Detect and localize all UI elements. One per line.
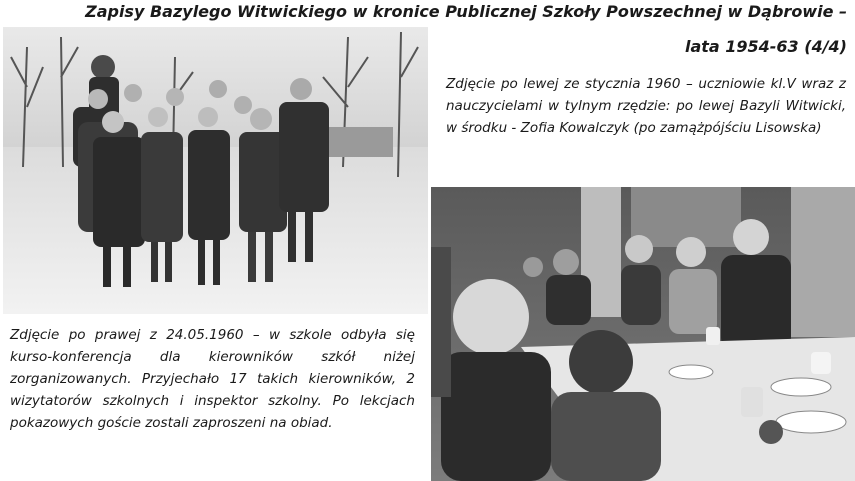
page-title-line-1: Zapisy Bazylego Witwickiego w kronice Publicznej Szkoły Powszechnej w Dąbrowie – <box>85 2 847 21</box>
class-winter-photo <box>3 27 428 314</box>
caption-right-photo: Zdjęcie po prawej z 24.05.1960 – w szkole odbyła się kurso-konferencja dla kierowników szkół niżej zorganizowanych. Przyjechało 17 takich kierowników, 2 wizytatorów szkolnych i inspektor szkolny. Po lekcjach pokazowych goście zostali zaproszeni na obiad. <box>10 327 415 431</box>
conference-dinner-photo <box>431 187 855 481</box>
caption-left-photo: Zdjęcie po lewej ze stycznia 1960 – uczniowie kl.V wraz z nauczycielami w tylnym rzędzie: po lewej Bazyli Witwicki, w środku - Zofia Kowalczyk (po zamążpójściu Lisowska) <box>446 76 846 136</box>
page-title-line-2: lata 1954-63 (4/4) <box>684 37 847 56</box>
